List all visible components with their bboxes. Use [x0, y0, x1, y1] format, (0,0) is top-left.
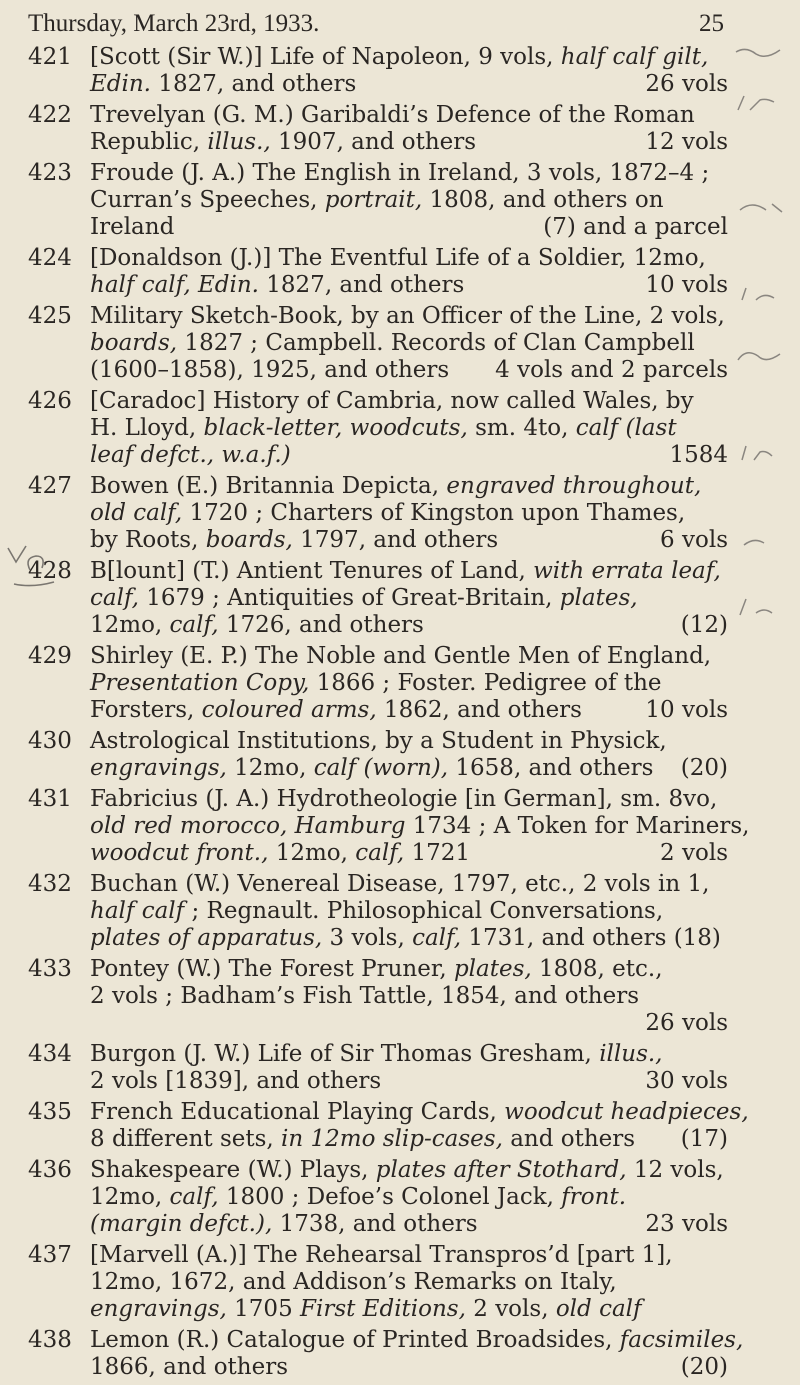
lot-text: 2 vols ; Badham’s Fish Tattle, 1854, and others	[90, 983, 640, 1009]
page-header	[28, 6, 728, 46]
lot-description-line	[90, 388, 728, 415]
lot-number: 438	[28, 1327, 72, 1353]
lot-list	[28, 44, 750, 1385]
lot-number: 428	[28, 558, 72, 584]
lot-text: 1866, and others	[90, 1354, 289, 1380]
lot-text: 12mo, calf, 1726, and others	[90, 612, 424, 638]
lot-433	[28, 956, 728, 1037]
sale-date: Thursday, March 23rd, 1933.	[28, 10, 320, 37]
lot-text: half calf ; Regnault. Philosophical Conversations,	[90, 898, 664, 924]
lot-text: old red morocco, Hamburg 1734 ; A Token for Mariners,	[90, 813, 750, 839]
lot-description-line	[90, 330, 728, 357]
lot-text: Froude (J. A.) The English in Ireland, 3 vols, 1872–4 ;	[90, 160, 710, 186]
lot-quantity: 30 vols	[645, 1068, 728, 1094]
lot-description-line	[90, 272, 728, 299]
lot-text: Ireland	[90, 214, 175, 240]
lot-description-line	[90, 786, 728, 813]
lot-text: [Scott (Sir W.)] Life of Napoleon, 9 vols, half calf gilt,	[90, 44, 709, 70]
lot-quantity: 6 vols	[660, 527, 728, 553]
lot-number: 423	[28, 160, 72, 186]
lot-quantity: 26 vols	[645, 71, 728, 97]
lot-text: (margin defct.), 1738, and others	[90, 1211, 478, 1237]
lot-number: 421	[28, 44, 72, 70]
lot-text: engravings, 1705 First Editions, 2 vols, old calf	[90, 1296, 642, 1322]
lot-text: Shakespeare (W.) Plays, plates after Stothard, 12 vols,	[90, 1157, 724, 1183]
lot-text: Buchan (W.) Venereal Disease, 1797, etc., 2 vols in 1,	[90, 871, 710, 897]
lot-number: 424	[28, 245, 72, 271]
lot-description-line	[90, 1269, 728, 1296]
lot-text: Lemon (R.) Catalogue of Printed Broadsides, facsimiles,	[90, 1327, 744, 1353]
lot-description-line	[90, 871, 728, 898]
lot-description-line	[90, 1099, 749, 1126]
lot-number: 422	[28, 102, 72, 128]
lot-text: Republic, illus., 1907, and others	[90, 129, 477, 155]
lot-description-line	[90, 898, 728, 925]
lot-421	[28, 44, 728, 98]
lot-description-line	[90, 500, 728, 527]
lot-text: B[lount] (T.) Antient Tenures of Land, with errata leaf,	[90, 558, 721, 584]
lot-description-line	[90, 129, 728, 156]
lot-description-line	[90, 214, 728, 241]
lot-description-line	[90, 44, 728, 71]
lot-quantity: 2 vols	[660, 840, 728, 866]
lot-description-line	[90, 697, 728, 724]
lot-text: Curran’s Speeches, portrait, 1808, and others on	[90, 187, 664, 213]
lot-description-line	[90, 187, 728, 214]
lot-text: half calf, Edin. 1827, and others	[90, 272, 465, 298]
lot-description-line	[90, 813, 750, 840]
lot-number: 429	[28, 643, 72, 669]
lot-description-line	[90, 245, 728, 272]
lot-description-line	[90, 1296, 728, 1323]
lot-description-line	[90, 1327, 744, 1354]
lot-quantity: (20)	[680, 755, 728, 781]
lot-number: 431	[28, 786, 72, 812]
lot-description-line	[90, 840, 728, 867]
lot-438	[28, 1327, 744, 1381]
lot-428	[28, 558, 728, 639]
lot-description-line	[90, 357, 728, 384]
lot-quantity: (7) and a parcel	[543, 214, 728, 240]
lot-text: H. Lloyd, black-letter, woodcuts, sm. 4to, calf (last	[90, 415, 677, 441]
lot-432	[28, 871, 728, 952]
lot-435	[28, 1099, 749, 1153]
lot-text: [Marvell (A.)] The Rehearsal Transpros’d [part 1],	[90, 1242, 673, 1268]
lot-text: 8 different sets, in 12mo slip-cases, and others	[90, 1126, 636, 1152]
lot-description-line	[90, 728, 728, 755]
lot-436	[28, 1157, 728, 1238]
lot-text: Trevelyan (G. M.) Garibaldi’s Defence of the Roman	[90, 102, 695, 128]
lot-quantity: 4 vols and 2 parcels	[495, 357, 728, 383]
lot-quantity: 12 vols	[645, 129, 728, 155]
lot-text: 12mo, calf, 1800 ; Defoe’s Colonel Jack, front.	[90, 1184, 627, 1210]
lot-text: calf, 1679 ; Antiquities of Great-Britain, plates,	[90, 585, 638, 611]
lot-text: Military Sketch-Book, by an Officer of the Line, 2 vols,	[90, 303, 725, 329]
lot-quantity: (17)	[680, 1126, 728, 1152]
lot-text: Burgon (J. W.) Life of Sir Thomas Gresham, illus.,	[90, 1041, 663, 1067]
lot-number: 427	[28, 473, 72, 499]
lot-quantity: (12)	[680, 612, 728, 638]
lot-427	[28, 473, 728, 554]
lot-423	[28, 160, 728, 241]
lot-description-line	[90, 612, 728, 639]
lot-text: leaf defct., w.a.f.)	[90, 442, 291, 468]
lot-quantity: (20)	[680, 1354, 728, 1380]
lot-description-line	[90, 71, 728, 98]
lot-424	[28, 245, 728, 299]
lot-text: Edin. 1827, and others	[90, 71, 357, 97]
lot-description-line	[90, 585, 728, 612]
page-number: 25	[699, 10, 724, 37]
lot-quantity: 23 vols	[645, 1211, 728, 1237]
lot-429	[28, 643, 728, 724]
lot-text: woodcut front., 12mo, calf, 1721	[90, 840, 471, 866]
lot-description-line	[90, 643, 728, 670]
lot-description-line	[90, 558, 728, 585]
lot-description-line	[90, 1157, 728, 1184]
pencil-marks-icon	[728, 0, 800, 1243]
lot-description-line	[90, 1041, 728, 1068]
lot-text: by Roots, boards, 1797, and others	[90, 527, 499, 553]
lot-text: Fabricius (J. A.) Hydrotheologie [in German], sm. 8vo,	[90, 786, 718, 812]
lot-431	[28, 786, 750, 867]
lot-description-line	[90, 473, 728, 500]
lot-quantity: 10 vols	[645, 697, 728, 723]
lot-text: Presentation Copy, 1866 ; Foster. Pedigree of the	[90, 670, 662, 696]
lot-text: French Educational Playing Cards, woodcut headpieces,	[90, 1099, 749, 1125]
lot-number: 437	[28, 1242, 72, 1268]
lot-text: [Donaldson (J.)] The Eventful Life of a Soldier, 12mo,	[90, 245, 706, 271]
lot-description-line	[90, 1354, 728, 1381]
lot-quantity: 26 vols	[645, 1010, 728, 1036]
lot-text: 2 vols [1839], and others	[90, 1068, 382, 1094]
lot-text: 12mo, 1672, and Addison’s Remarks on Italy,	[90, 1269, 617, 1295]
lot-description-line	[90, 925, 728, 952]
lot-text: engravings, 12mo, calf (worn), 1658, and others	[90, 755, 654, 781]
lot-text: Pontey (W.) The Forest Pruner, plates, 1808, etc.,	[90, 956, 663, 982]
lot-text: old calf, 1720 ; Charters of Kingston upon Thames,	[90, 500, 686, 526]
lot-description-line	[90, 415, 728, 442]
lot-description-line	[90, 1010, 728, 1037]
lot-text: Shirley (E. P.) The Noble and Gentle Men of England,	[90, 643, 712, 669]
pencil-check-mark-icon	[0, 540, 60, 590]
lot-description-line	[90, 1242, 728, 1269]
lot-description-line	[90, 102, 728, 129]
lot-425	[28, 303, 728, 384]
margin-pencil-notes	[728, 0, 800, 1243]
lot-number: 433	[28, 956, 72, 982]
lot-text: Bowen (E.) Britannia Depicta, engraved throughout,	[90, 473, 702, 499]
lot-434	[28, 1041, 728, 1095]
lot-quantity: 10 vols	[645, 272, 728, 298]
lot-description-line	[90, 160, 728, 187]
lot-description-line	[90, 983, 728, 1010]
lot-description-line	[90, 1211, 728, 1238]
lot-number: 426	[28, 388, 72, 414]
lot-description-line	[90, 527, 728, 554]
lot-text: boards, 1827 ; Campbell. Records of Clan Campbell	[90, 330, 695, 356]
lot-description-line	[90, 956, 728, 983]
lot-number: 434	[28, 1041, 72, 1067]
lot-437	[28, 1242, 728, 1323]
lot-426	[28, 388, 728, 469]
lot-text: (1600–1858), 1925, and others	[90, 357, 450, 383]
lot-description-line	[90, 1184, 728, 1211]
lot-description-line	[90, 1068, 728, 1095]
lot-number: 432	[28, 871, 72, 897]
lot-text: Astrological Institutions, by a Student in Physick,	[90, 728, 667, 754]
lot-text: [Caradoc] History of Cambria, now called Wales, by	[90, 388, 694, 414]
lot-number: 436	[28, 1157, 72, 1183]
lot-number: 430	[28, 728, 72, 754]
lot-text: Forsters, coloured arms, 1862, and others	[90, 697, 582, 723]
lot-description-line	[90, 1126, 728, 1153]
lot-description-line	[90, 442, 728, 469]
lot-number: 425	[28, 303, 72, 329]
lot-number: 435	[28, 1099, 72, 1125]
lot-description-line	[90, 670, 728, 697]
lot-430	[28, 728, 728, 782]
lot-description-line	[90, 303, 728, 330]
lot-text: plates of apparatus, 3 vols, calf, 1731, and others (18)	[90, 925, 721, 951]
lot-description-line	[90, 755, 728, 782]
lot-422	[28, 102, 728, 156]
lot-quantity: 1584	[669, 442, 728, 468]
